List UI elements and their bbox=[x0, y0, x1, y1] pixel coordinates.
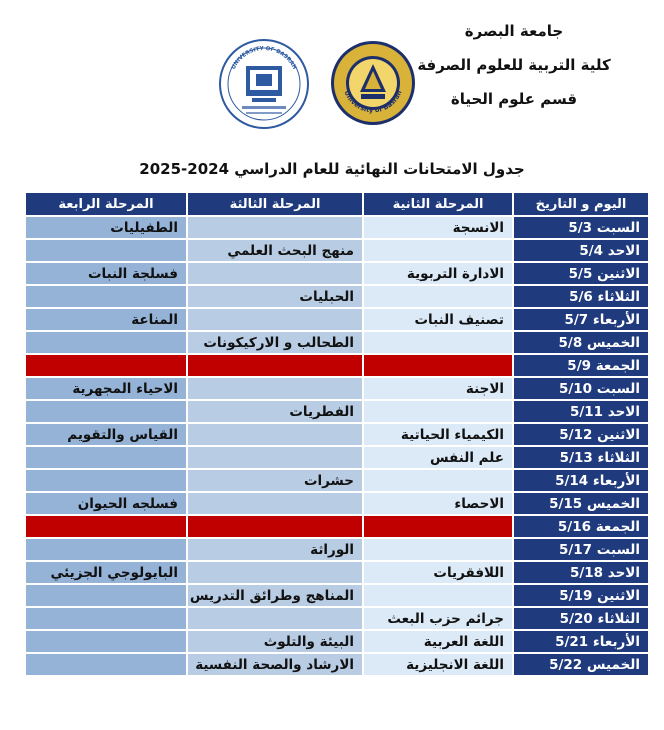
cell-stage-2 bbox=[363, 331, 513, 354]
cell-stage-4: البايولوجي الجزيئي bbox=[25, 561, 187, 584]
cell-stage-2: اللغة العربية bbox=[363, 630, 513, 653]
table-row bbox=[25, 492, 649, 515]
table-row bbox=[25, 331, 649, 354]
cell-stage-2 bbox=[363, 354, 513, 377]
cell-stage-3: حشرات bbox=[187, 469, 363, 492]
cell-stage-3: الفطريات bbox=[187, 400, 363, 423]
cell-day-date: الاثنين 5/5 bbox=[513, 262, 649, 285]
table-row bbox=[25, 308, 649, 331]
cell-stage-2: الكيمياء الحياتية bbox=[363, 423, 513, 446]
cell-day-date: الثلاثاء 5/13 bbox=[513, 446, 649, 469]
cell-day-date: الأربعاء 5/21 bbox=[513, 630, 649, 653]
cell-day-date: السبت 5/17 bbox=[513, 538, 649, 561]
cell-stage-2 bbox=[363, 239, 513, 262]
cell-stage-3: الارشاد والصحة النفسية bbox=[187, 653, 363, 676]
table-row bbox=[25, 538, 649, 561]
cell-day-date: الجمعة 5/9 bbox=[513, 354, 649, 377]
table-row bbox=[25, 239, 649, 262]
cell-stage-3 bbox=[187, 446, 363, 469]
cell-day-date: السبت 5/10 bbox=[513, 377, 649, 400]
table-row bbox=[25, 262, 649, 285]
cell-day-date: الثلاثاء 5/20 bbox=[513, 607, 649, 630]
table-row bbox=[25, 561, 649, 584]
cell-stage-3: البيئة والتلوث bbox=[187, 630, 363, 653]
cell-stage-2: الاحصاء bbox=[363, 492, 513, 515]
cell-stage-3: الطحالب و الاركيكونات bbox=[187, 331, 363, 354]
cell-stage-3 bbox=[187, 561, 363, 584]
cell-day-date: الاثنين 5/12 bbox=[513, 423, 649, 446]
cell-stage-4 bbox=[25, 354, 187, 377]
cell-stage-2 bbox=[363, 515, 513, 538]
cell-stage-4 bbox=[25, 630, 187, 653]
table-row bbox=[25, 285, 649, 308]
table-row bbox=[25, 630, 649, 653]
table-row bbox=[25, 216, 649, 239]
cell-stage-2: اللافقريات bbox=[363, 561, 513, 584]
cell-stage-2 bbox=[363, 469, 513, 492]
cell-stage-4 bbox=[25, 400, 187, 423]
cell-stage-2: الانسجة bbox=[363, 216, 513, 239]
svg-text:University of Basrah: University of Basrah bbox=[342, 89, 404, 115]
cell-stage-3 bbox=[187, 354, 363, 377]
department-name: قسم علوم الحياة bbox=[450, 90, 578, 108]
cell-day-date: الاحد 5/18 bbox=[513, 561, 649, 584]
svg-text:UNIVERSITY OF BASRAH: UNIVERSITY OF BASRAH bbox=[230, 45, 298, 71]
cell-stage-3 bbox=[187, 492, 363, 515]
cell-stage-4 bbox=[25, 607, 187, 630]
cell-stage-2: الاجنة bbox=[363, 377, 513, 400]
cell-day-date: الجمعة 5/16 bbox=[513, 515, 649, 538]
header-stage-3: المرحلة الثالثة bbox=[187, 192, 363, 216]
exam-schedule-table bbox=[24, 191, 650, 677]
cell-stage-4: القياس والتقويم bbox=[25, 423, 187, 446]
header-stage-2: المرحلة الثانية bbox=[363, 192, 513, 216]
cell-day-date: الأربعاء 5/14 bbox=[513, 469, 649, 492]
cell-stage-3 bbox=[187, 515, 363, 538]
cell-stage-4 bbox=[25, 469, 187, 492]
cell-day-date: الخميس 5/22 bbox=[513, 653, 649, 676]
institution-header bbox=[404, 14, 624, 116]
cell-stage-2 bbox=[363, 400, 513, 423]
cell-day-date: السبت 5/3 bbox=[513, 216, 649, 239]
cell-stage-4 bbox=[25, 584, 187, 607]
college-name: كلية التربية للعلوم الصرفة bbox=[417, 56, 611, 74]
table-row bbox=[25, 607, 649, 630]
cell-stage-4: الاحياء المجهرية bbox=[25, 377, 187, 400]
cell-stage-2: تصنيف النبات bbox=[363, 308, 513, 331]
header-day-date: اليوم و التاريخ bbox=[513, 192, 649, 216]
table-row bbox=[25, 377, 649, 400]
cell-stage-3 bbox=[187, 607, 363, 630]
cell-stage-4 bbox=[25, 653, 187, 676]
schedule-title: جدول الامتحانات النهائية للعام الدراسي 2024-2025 bbox=[139, 160, 525, 178]
table-row bbox=[25, 653, 649, 676]
cell-stage-2 bbox=[363, 285, 513, 308]
cell-stage-2 bbox=[363, 584, 513, 607]
cell-stage-2 bbox=[363, 538, 513, 561]
cell-stage-3 bbox=[187, 216, 363, 239]
cell-stage-3 bbox=[187, 308, 363, 331]
cell-stage-2: اللغة الانجليزية bbox=[363, 653, 513, 676]
cell-stage-2: علم النفس bbox=[363, 446, 513, 469]
table-row bbox=[25, 400, 649, 423]
cell-stage-4: المناعة bbox=[25, 308, 187, 331]
header-stage-4: المرحلة الرابعة bbox=[25, 192, 187, 216]
table-row-holiday bbox=[25, 515, 649, 538]
cell-stage-3: الحبليات bbox=[187, 285, 363, 308]
cell-day-date: الخميس 5/15 bbox=[513, 492, 649, 515]
cell-stage-4 bbox=[25, 446, 187, 469]
cell-stage-3: منهج البحث العلمي bbox=[187, 239, 363, 262]
cell-day-date: الأربعاء 5/7 bbox=[513, 308, 649, 331]
cell-stage-3 bbox=[187, 423, 363, 446]
table-row bbox=[25, 584, 649, 607]
cell-stage-4: الطفيليات bbox=[25, 216, 187, 239]
university-seal-logo bbox=[330, 40, 416, 126]
table-row bbox=[25, 446, 649, 469]
cell-day-date: الاحد 5/4 bbox=[513, 239, 649, 262]
cell-stage-3 bbox=[187, 377, 363, 400]
cell-stage-4 bbox=[25, 515, 187, 538]
cell-stage-2: جرائم حزب البعث bbox=[363, 607, 513, 630]
table-row bbox=[25, 423, 649, 446]
table-row bbox=[25, 469, 649, 492]
table-row-holiday bbox=[25, 354, 649, 377]
university-name: جامعة البصرة bbox=[464, 22, 564, 40]
cell-stage-4 bbox=[25, 331, 187, 354]
cell-day-date: الثلاثاء 5/6 bbox=[513, 285, 649, 308]
table-header-row bbox=[25, 192, 649, 216]
cell-day-date: الاحد 5/11 bbox=[513, 400, 649, 423]
cell-stage-4: فسلجة النبات bbox=[25, 262, 187, 285]
cell-stage-3: الوراثة bbox=[187, 538, 363, 561]
cell-stage-3 bbox=[187, 262, 363, 285]
basrah-blue-logo bbox=[218, 38, 310, 130]
cell-stage-4 bbox=[25, 239, 187, 262]
cell-stage-3: المناهج وطرائق التدريس bbox=[187, 584, 363, 607]
cell-day-date: الاثنين 5/19 bbox=[513, 584, 649, 607]
cell-stage-4 bbox=[25, 538, 187, 561]
cell-stage-4: فسلجه الحيوان bbox=[25, 492, 187, 515]
cell-day-date: الخميس 5/8 bbox=[513, 331, 649, 354]
cell-stage-4 bbox=[25, 285, 187, 308]
cell-stage-2: الادارة التربوية bbox=[363, 262, 513, 285]
